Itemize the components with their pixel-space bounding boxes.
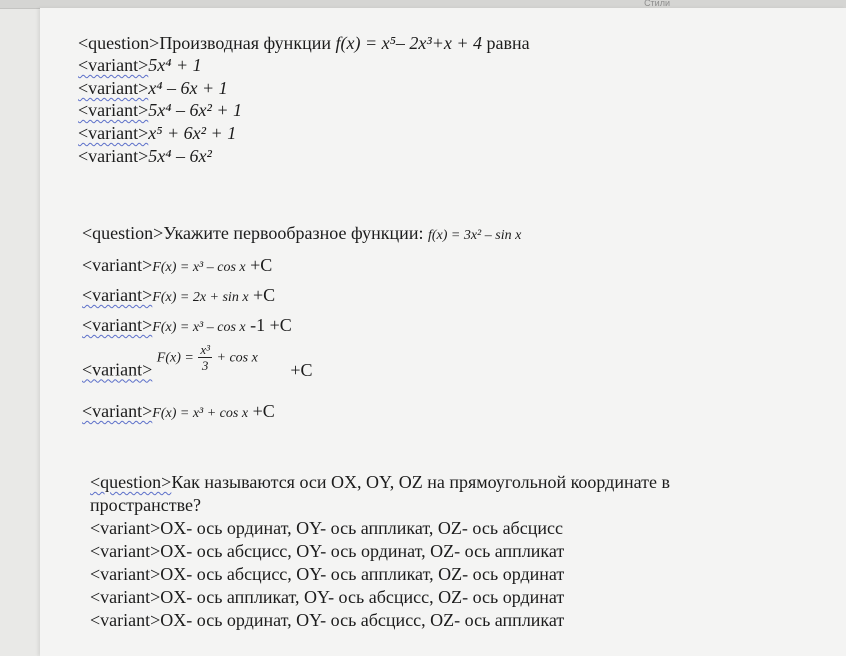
question-3-variant-2 (90, 540, 564, 562)
variant-tag: <variant> (82, 315, 153, 335)
question-2 (82, 222, 521, 247)
fraction-denominator: 3 (201, 358, 209, 373)
variant-tag: <variant> (90, 587, 161, 607)
question-1-variant-1 (78, 54, 202, 76)
variant-tag: <variant> (90, 610, 161, 630)
variant-tag: <variant> (90, 541, 161, 561)
variant-formula-prefix: F(x) = (156, 350, 194, 366)
question-1-variant-5 (78, 145, 212, 167)
variant-tag: <variant> (90, 518, 161, 538)
variant-tag: <variant> (82, 401, 153, 421)
question-text: Производная функции (159, 33, 336, 53)
variant-tag: <variant> (78, 146, 149, 166)
variant-fraction (198, 342, 212, 373)
variant-text: OX- ось аппликат, OY- ось абсцисс, OZ- ось ординат (160, 587, 565, 607)
variant-text: 5x⁴ – 6x² + 1 (148, 100, 243, 120)
variant-formula: F(x) = x³ + cos x (152, 406, 249, 421)
question-2-variant-3 (82, 314, 292, 339)
question-2-variant-5 (82, 400, 275, 425)
variant-text: OX- ось абсцисс, OY- ось аппликат, OZ- ось ординат (160, 564, 565, 584)
variant-tag: <variant> (78, 123, 149, 143)
variant-formula: F(x) = x³ – cos x (152, 320, 246, 335)
question-text: Укажите первообразное функции: (163, 223, 428, 243)
variant-tag: <variant> (82, 285, 153, 305)
question-3-variant-5 (90, 609, 564, 631)
variant-text: OX- ось абсцисс, OY- ось ординат, OZ- ось аппликат (160, 541, 565, 561)
question-1-variant-4 (78, 122, 236, 144)
variant-text: OX- ось ординат, OY- ось абсцисс, OZ- ось аппликат (160, 610, 565, 630)
question-3 (90, 471, 670, 493)
question-suffix: равна (482, 33, 530, 53)
variant-text: x⁵ + 6x² + 1 (148, 123, 237, 143)
variant-formula: F(x) = 2x + sin x (152, 290, 249, 305)
question-3-variant-4 (90, 586, 564, 608)
variant-tag: <variant> (82, 255, 153, 275)
variant-tag: <variant> (78, 55, 149, 75)
document-page[interactable] (40, 8, 846, 656)
variant-suffix: +C (245, 255, 273, 275)
question-2-variant-2 (82, 284, 275, 309)
question-3-variant-3 (90, 563, 564, 585)
question-text-line1: Как называются оси OX, OY, OZ на прямоугольной координате в (171, 472, 670, 492)
question-2-variant-1 (82, 254, 272, 279)
question-1-variant-2 (78, 77, 228, 99)
question-tag: <question> (82, 223, 164, 243)
question-3-line-2 (90, 494, 201, 516)
variant-suffix: -1 +C (245, 315, 292, 335)
variant-text: 5x⁴ + 1 (148, 55, 202, 75)
question-formula: f(x) = 3x² – sin x (427, 228, 522, 243)
question-2-variant-4 (82, 342, 313, 383)
variant-formula: F(x) = x³ – cos x (152, 260, 246, 275)
question-3-variant-1 (90, 517, 563, 539)
variant-text: OX- ось ординат, OY- ось аппликат, OZ- ось абсцисс (160, 518, 563, 538)
variant-suffix: +C (248, 285, 276, 305)
variant-tag: <variant> (90, 564, 161, 584)
question-tag: <question> (90, 472, 172, 492)
question-tag: <question> (78, 33, 160, 53)
variant-suffix: +C (290, 359, 313, 380)
variant-text: 5x⁴ – 6x² (148, 146, 212, 166)
variant-tag: <variant> (82, 359, 153, 380)
variant-suffix: +C (248, 401, 275, 421)
question-1 (78, 32, 530, 54)
fraction-numerator: x³ (200, 342, 210, 357)
variant-text: x⁴ – 6x + 1 (148, 78, 228, 98)
question-text-line2: пространстве? (90, 495, 202, 515)
styles-group-label[interactable]: Стили (644, 0, 670, 8)
question-1-variant-3 (78, 99, 242, 121)
question-formula: f(x) = x⁵– 2x³+x + 4 (335, 33, 483, 53)
variant-tag: <variant> (78, 100, 149, 120)
variant-tag: <variant> (78, 78, 149, 98)
variant-formula-rest: + cos x (216, 350, 258, 366)
